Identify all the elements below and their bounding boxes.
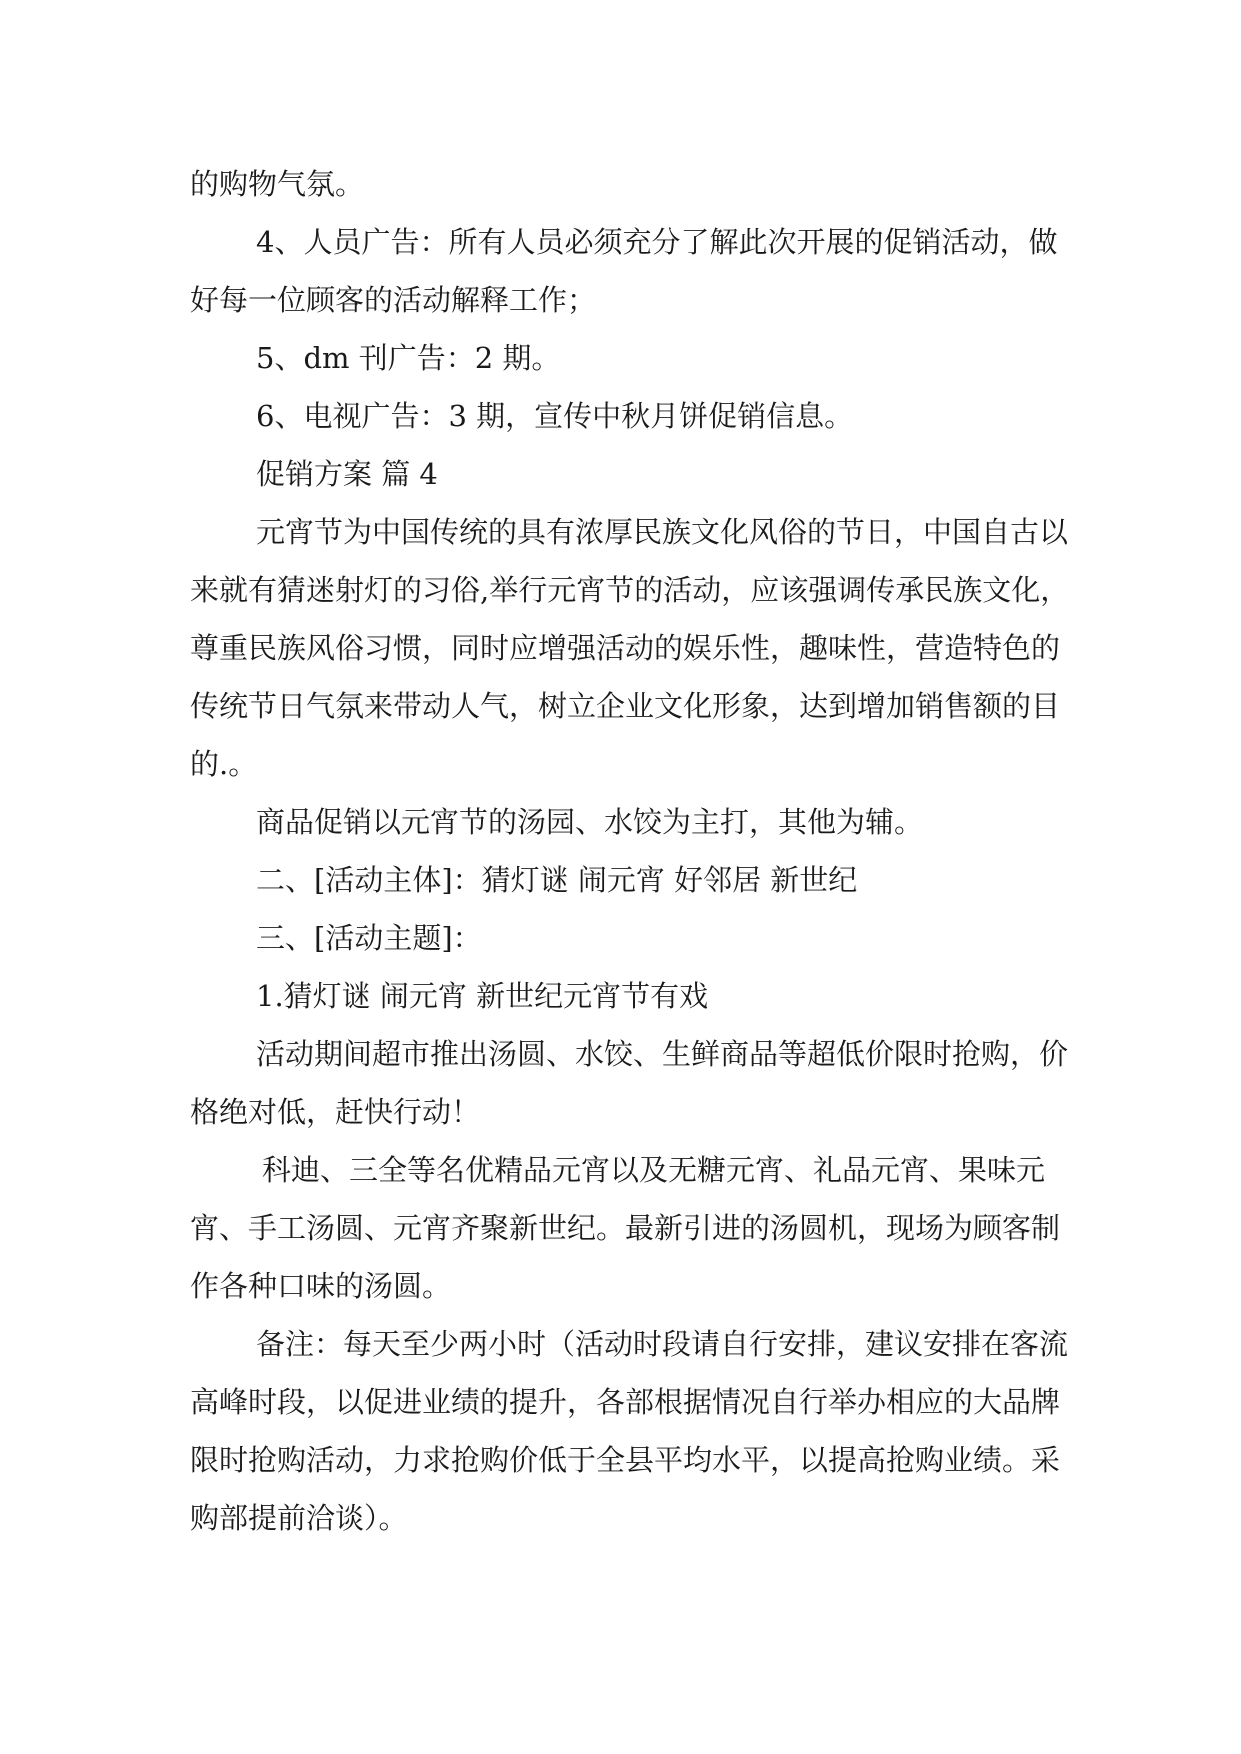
paragraph-4: 6、电视广告：3 期，宣传中秋月饼促销信息。 (256, 399, 854, 433)
paragraph-9: 三、[活动主题]： (256, 921, 482, 955)
section-heading: 促销方案 篇 4 (256, 457, 438, 491)
paragraph-10: 1.猜灯谜 闹元宵 新世纪元宵节有戏 (256, 979, 709, 1013)
paragraph-11: 活动期间超市推出汤圆、水饺、生鲜商品等超低价限时抢购，价格绝对低，赶快行动！ (190, 1037, 1069, 1129)
document-body (190, 155, 1070, 1547)
paragraph-3: 5、dm 刊广告：2 期。 (256, 341, 561, 375)
paragraph-8: 二、[活动主体]：猜灯谜 闹元宵 好邻居 新世纪 (256, 863, 858, 897)
paragraph-7: 商品促销以元宵节的汤园、水饺为主打，其他为辅。 (256, 805, 924, 839)
paragraph-6: 元宵节为中国传统的具有浓厚民族文化风俗的节日，中国自古以来就有猜迷射灯的习俗,举行元宵节的活动，应该强调传承民族文化，尊重民族风俗习惯，同时应增强活动的娱乐性，趣味性，营造特色的传统节日气氛来带动人气，树立企业文化形象，达到增加销售额的目的.。 (190, 515, 1070, 781)
paragraph-12: 科迪、三全等名优精品元宵以及无糖元宵、礼品元宵、果味元宵、手工汤圆、元宵齐聚新世纪。最新引进的汤圆机，现场为顾客制作各种口味的汤圆。 (190, 1153, 1061, 1303)
paragraph-13: 备注：每天至少两小时（活动时段请自行安排，建议安排在客流高峰时段，以促进业绩的提升，各部根据情况自行举办相应的大品牌限时抢购活动，力求抢购价低于全县平均水平，以提高抢购业绩。采购部提前洽谈）。 (190, 1327, 1069, 1535)
paragraph-1: 的购物气氛。 (190, 167, 365, 201)
paragraph-2: 4、人员广告：所有人员必须充分了解此次开展的促销活动，做好每一位顾客的活动解释工作； (190, 225, 1058, 317)
